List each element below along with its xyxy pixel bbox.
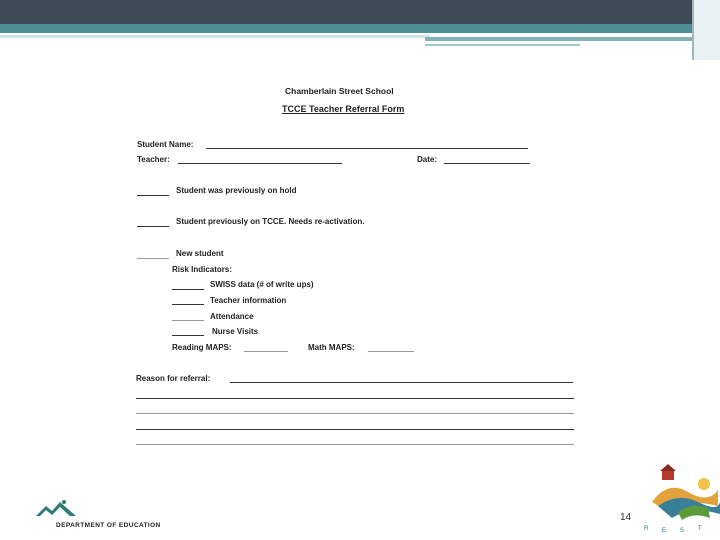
decor-stripe bbox=[0, 35, 430, 38]
logo-letter: E bbox=[662, 528, 667, 534]
top-banner-accent bbox=[0, 24, 720, 33]
teacher-label: Teacher: bbox=[137, 155, 170, 164]
form-title: TCCE Teacher Referral Form bbox=[282, 104, 405, 114]
teacher-line bbox=[178, 163, 342, 164]
risk-blank bbox=[172, 289, 204, 290]
risk-blank bbox=[172, 304, 204, 305]
risk-blank bbox=[172, 320, 204, 321]
reason-line bbox=[230, 382, 573, 383]
risk-heading: Risk Indicators: bbox=[172, 265, 233, 274]
risk-blank bbox=[172, 335, 204, 336]
new-student-blank bbox=[137, 258, 169, 259]
decor-stripe bbox=[425, 37, 710, 41]
math-maps-line bbox=[368, 351, 414, 352]
page-number: 14 bbox=[620, 512, 632, 523]
option-reactivation: Student previously on TCCE. Needs re-activation. bbox=[176, 217, 365, 226]
rest-logo-icon bbox=[648, 462, 720, 522]
department-logo bbox=[36, 498, 161, 534]
top-banner bbox=[0, 0, 720, 24]
school-name: Chamberlain Street School bbox=[285, 86, 394, 96]
student-name-label: Student Name: bbox=[137, 140, 194, 149]
date-label: Date: bbox=[417, 155, 438, 164]
reason-line bbox=[136, 413, 574, 414]
logo-letter: S bbox=[680, 528, 685, 534]
logo-letter: R bbox=[644, 526, 649, 532]
reactivation-blank bbox=[137, 226, 169, 227]
risk-item-nurse: Nurse Visits bbox=[212, 327, 259, 336]
risk-item-swiss: SWISS data (# of write ups) bbox=[210, 280, 314, 289]
rest-logo-letters bbox=[640, 522, 720, 538]
date-line bbox=[444, 163, 530, 164]
logo-letter: T bbox=[698, 526, 702, 532]
department-name: DEPARTMENT OF EDUCATION bbox=[56, 522, 161, 529]
referral-form-scan bbox=[110, 60, 655, 460]
decor-stripe bbox=[425, 44, 580, 46]
student-name-line bbox=[206, 148, 528, 149]
option-on-hold: Student was previously on hold bbox=[176, 186, 297, 195]
option-new-student: New student bbox=[176, 249, 224, 258]
reason-line bbox=[136, 429, 574, 430]
risk-item-teacher: Teacher information bbox=[210, 296, 287, 305]
math-maps-label: Math MAPS: bbox=[308, 343, 355, 352]
reading-maps-line bbox=[244, 351, 288, 352]
reading-maps-label: Reading MAPS: bbox=[172, 343, 232, 352]
reason-line bbox=[136, 444, 574, 445]
reason-label: Reason for referral: bbox=[136, 374, 211, 383]
corner-decoration bbox=[692, 0, 720, 60]
risk-item-attendance: Attendance bbox=[210, 312, 254, 321]
mountain-icon bbox=[36, 498, 76, 520]
on-hold-blank bbox=[137, 195, 169, 196]
reason-line bbox=[136, 398, 574, 399]
